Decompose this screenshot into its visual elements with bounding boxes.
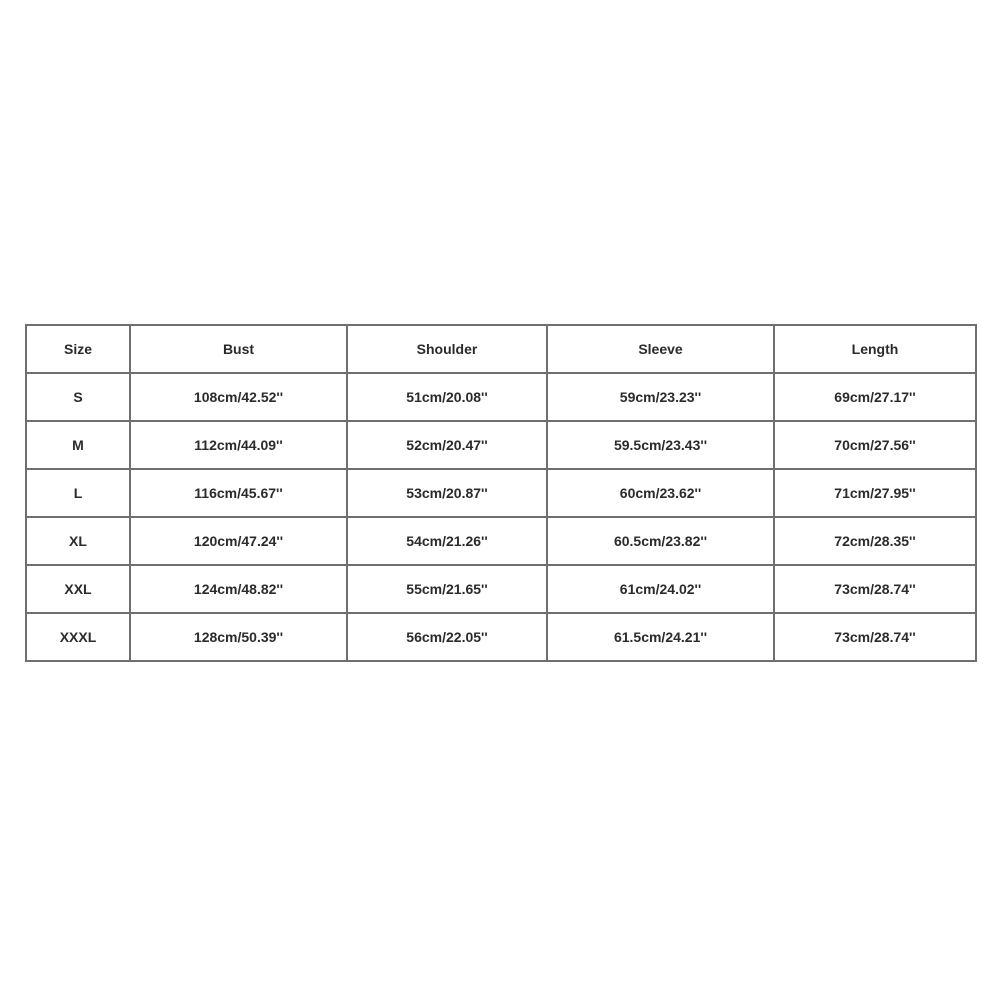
size-chart-table <box>25 324 977 662</box>
cell-size: XXXL <box>26 613 130 661</box>
cell-shoulder: 52cm/20.47'' <box>347 421 547 469</box>
table-row <box>26 469 976 517</box>
cell-size: S <box>26 373 130 421</box>
cell-bust: 108cm/42.52'' <box>130 373 347 421</box>
size-chart-header <box>26 325 976 373</box>
header-sleeve: Sleeve <box>547 325 774 373</box>
header-length: Length <box>774 325 976 373</box>
cell-sleeve: 59.5cm/23.43'' <box>547 421 774 469</box>
cell-bust: 124cm/48.82'' <box>130 565 347 613</box>
cell-bust: 128cm/50.39'' <box>130 613 347 661</box>
header-shoulder: Shoulder <box>347 325 547 373</box>
cell-shoulder: 53cm/20.87'' <box>347 469 547 517</box>
cell-shoulder: 54cm/21.26'' <box>347 517 547 565</box>
cell-bust: 116cm/45.67'' <box>130 469 347 517</box>
cell-size: M <box>26 421 130 469</box>
table-row <box>26 517 976 565</box>
cell-sleeve: 60.5cm/23.82'' <box>547 517 774 565</box>
size-chart-body <box>26 373 976 661</box>
cell-shoulder: 56cm/22.05'' <box>347 613 547 661</box>
table-row <box>26 613 976 661</box>
cell-shoulder: 51cm/20.08'' <box>347 373 547 421</box>
cell-sleeve: 60cm/23.62'' <box>547 469 774 517</box>
cell-sleeve: 61.5cm/24.21'' <box>547 613 774 661</box>
cell-length: 72cm/28.35'' <box>774 517 976 565</box>
cell-size: XL <box>26 517 130 565</box>
cell-length: 73cm/28.74'' <box>774 613 976 661</box>
cell-bust: 112cm/44.09'' <box>130 421 347 469</box>
table-row <box>26 565 976 613</box>
cell-length: 70cm/27.56'' <box>774 421 976 469</box>
cell-length: 73cm/28.74'' <box>774 565 976 613</box>
header-size: Size <box>26 325 130 373</box>
header-row <box>26 325 976 373</box>
cell-sleeve: 61cm/24.02'' <box>547 565 774 613</box>
header-bust: Bust <box>130 325 347 373</box>
cell-size: XXL <box>26 565 130 613</box>
cell-shoulder: 55cm/21.65'' <box>347 565 547 613</box>
table-row <box>26 373 976 421</box>
cell-length: 71cm/27.95'' <box>774 469 976 517</box>
cell-bust: 120cm/47.24'' <box>130 517 347 565</box>
cell-length: 69cm/27.17'' <box>774 373 976 421</box>
table-row <box>26 421 976 469</box>
cell-sleeve: 59cm/23.23'' <box>547 373 774 421</box>
cell-size: L <box>26 469 130 517</box>
